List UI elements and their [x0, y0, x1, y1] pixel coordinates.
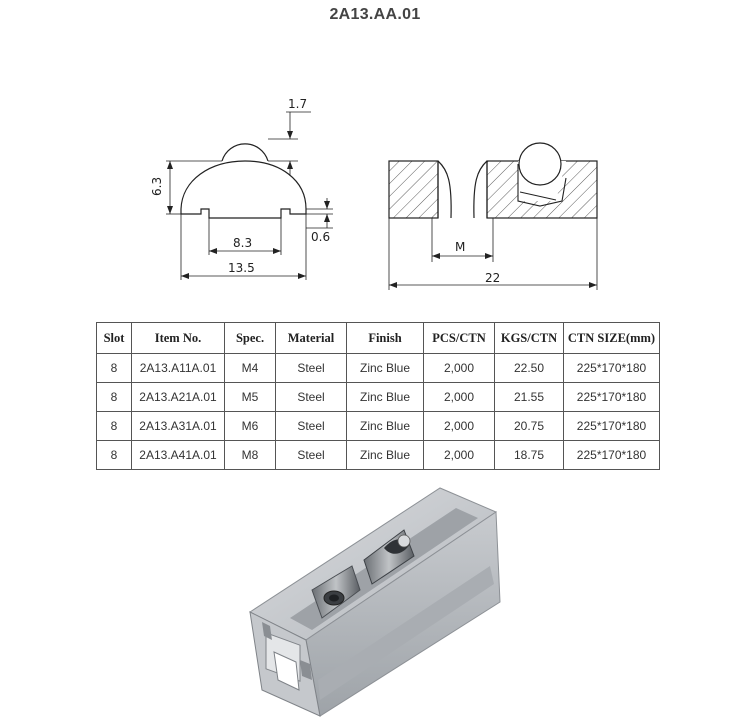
cell-material: Steel — [276, 383, 347, 412]
dim-bottom-width: 8.3 — [233, 236, 253, 250]
col-material: Material — [276, 323, 347, 354]
dim-length: 22 — [485, 271, 501, 285]
col-ctn-size: CTN SIZE(mm) — [564, 323, 660, 354]
cell-slot: 8 — [97, 354, 132, 383]
cell-spec: M6 — [225, 412, 276, 441]
cell-material: Steel — [276, 354, 347, 383]
cell-spec: M4 — [225, 354, 276, 383]
cell-item-no: 2A13.A11A.01 — [132, 354, 225, 383]
col-finish: Finish — [347, 323, 424, 354]
page-title: 2A13.AA.01 — [329, 6, 421, 23]
cell-pcs-ctn: 2,000 — [424, 441, 495, 470]
cell-finish: Zinc Blue — [347, 354, 424, 383]
cell-ctn-size: 225*170*180 — [564, 412, 660, 441]
cell-material: Steel — [276, 441, 347, 470]
dim-thread: M — [455, 240, 466, 254]
dim-ball-offset: 1.7 — [288, 97, 308, 111]
cell-finish: Zinc Blue — [347, 412, 424, 441]
cell-slot: 8 — [97, 412, 132, 441]
col-spec: Spec. — [225, 323, 276, 354]
col-pcs-ctn: PCS/CTN — [424, 323, 495, 354]
cell-finish: Zinc Blue — [347, 441, 424, 470]
dim-height: 6.3 — [150, 176, 164, 196]
col-item-no: Item No. — [132, 323, 225, 354]
cell-spec: M8 — [225, 441, 276, 470]
cell-ctn-size: 225*170*180 — [564, 383, 660, 412]
cell-item-no: 2A13.A31A.01 — [132, 412, 225, 441]
cell-item-no: 2A13.A21A.01 — [132, 383, 225, 412]
cell-ctn-size: 225*170*180 — [564, 354, 660, 383]
cell-ctn-size: 225*170*180 — [564, 441, 660, 470]
cell-slot: 8 — [97, 383, 132, 412]
dim-width: 13.5 — [228, 261, 255, 275]
cell-pcs-ctn: 2,000 — [424, 354, 495, 383]
cell-kgs-ctn: 21.55 — [495, 383, 564, 412]
cell-pcs-ctn: 2,000 — [424, 383, 495, 412]
cell-item-no: 2A13.A41A.01 — [132, 441, 225, 470]
col-slot: Slot — [97, 323, 132, 354]
cell-kgs-ctn: 18.75 — [495, 441, 564, 470]
cell-spec: M5 — [225, 383, 276, 412]
cell-kgs-ctn: 22.50 — [495, 354, 564, 383]
cell-kgs-ctn: 20.75 — [495, 412, 564, 441]
cell-slot: 8 — [97, 441, 132, 470]
col-kgs-ctn: KGS/CTN — [495, 323, 564, 354]
cell-pcs-ctn: 2,000 — [424, 412, 495, 441]
dim-step: 0.6 — [311, 230, 331, 244]
cell-finish: Zinc Blue — [347, 383, 424, 412]
cell-material: Steel — [276, 412, 347, 441]
